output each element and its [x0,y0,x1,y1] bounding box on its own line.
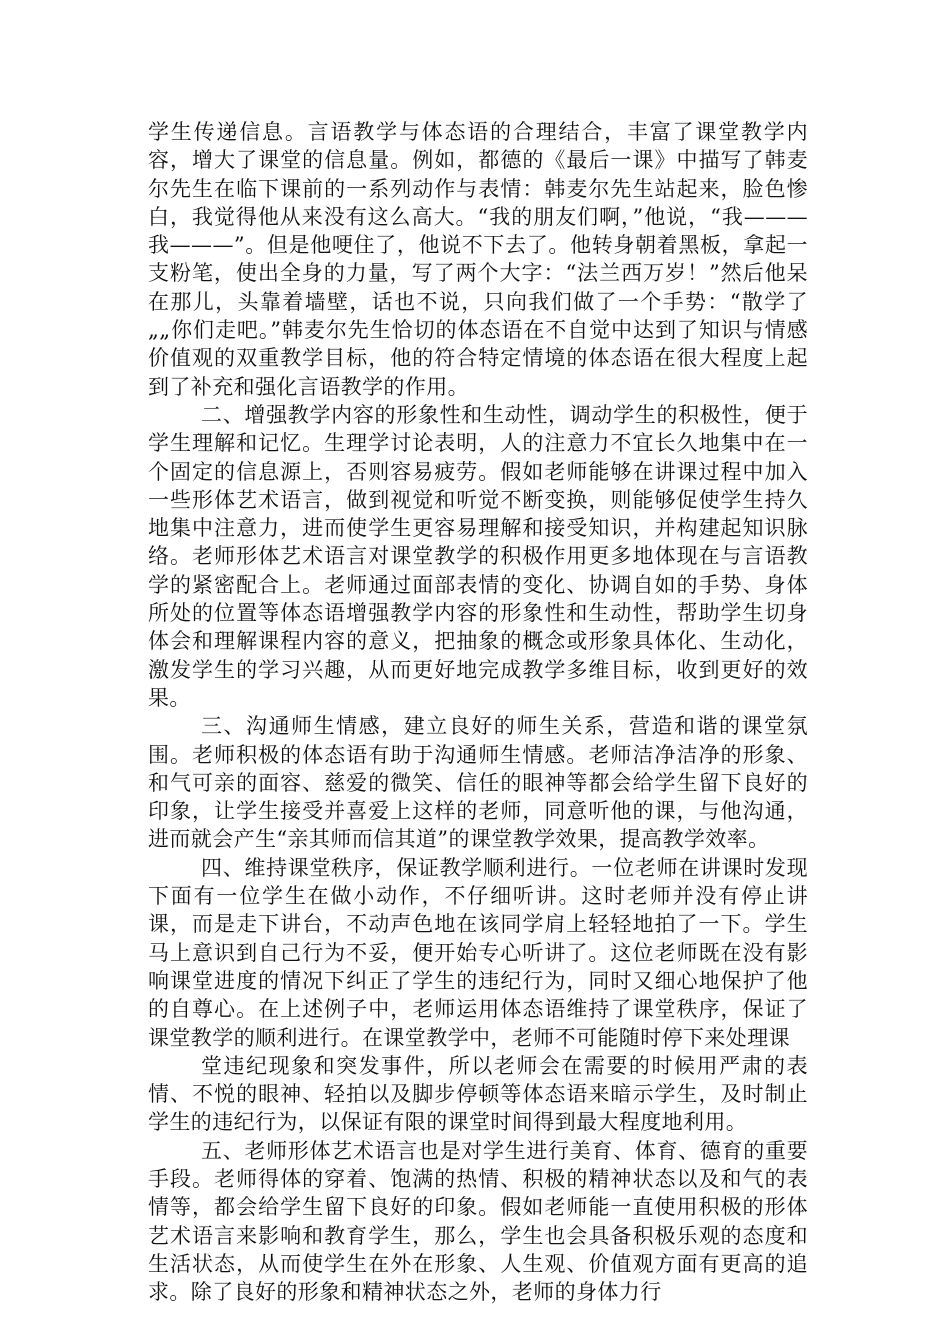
paragraph-section-four: 四、维持课堂秩序，保证教学顺利进行。一位老师在讲课时发现下面有一位学生在做小动作，不仔细听讲。这时老师并没有停止讲课，而是走下讲台，不动声色地在该同学肩上轻轻地拍了一下。学生马上意识到自己行为不妥，便开始专心听讲了。这位老师既在没有影响课堂进度的情况下纠正了学生的违纪行为，同时又细心地保护了他的自尊心。在上述例子中，老师运用体态语维持了课堂秩序，保证了课堂教学的顺利进行。在课堂教学中，老师不可能随时停下来处理课 [148,855,808,1050]
paragraph-section-three: 三、沟通师生情感，建立良好的师生关系，营造和谐的课堂氛围。老师积极的体态语有助于沟通师生情感。老师洁净洁净的形象、和气可亲的面容、慈爱的微笑、信任的眼神等都会给学生留下良好的印象，让学生接受并喜爱上这样的老师，同意听他的课，与他沟通，进而就会产生“亲其师而信其道”的课堂教学效果，提高教学效率。 [148,714,808,852]
paragraph-section-two: 二、增强教学内容的形象性和生动性，调动学生的积极性，便于学生理解和记忆。生理学讨论表明，人的注意力不宜长久地集中在一个固定的信息源上，否则容易疲劳。假如老师能够在讲课过程中加入一些形体艺术语言，做到视觉和听觉不断变换，则能够促使学生持久地集中注意力，进而使学生更容易理解和接受知识，并构建起知识脉络。老师形体艺术语言对课堂教学的积极作用更多地体现在与言语教学的紧密配合上。老师通过面部表情的变化、协调自如的手势、身体所处的位置等体态语增强教学内容的形象性和生动性，帮助学生切身体会和理解课程内容的意义，把抽象的概念或形象具体化、生动化，激发学生的学习兴趣，从而更好地完成教学多维目标，收到更好的效果。 [148,402,808,710]
document-body [148,118,808,1306]
paragraph-section-five: 五、老师形体艺术语言也是对学生进行美育、体育、德育的重要手段。老师得体的穿着、饱满的热情、积极的精神状态以及和气的表情等，都会给学生留下良好的印象。假如老师能一直使用积极的形体艺术语言来影响和教育学生，那么，学生也会具备积极乐观的态度和生活状态，从而使学生在外在形象、人生观、价值观方面有更高的追求。除了良好的形象和精神状态之外，老师的身体力行 [148,1138,808,1305]
paragraph-continuation: 学生传递信息。言语教学与体态语的合理结合，丰富了课堂教学内容，增大了课堂的信息量。例如，都德的《最后一课》中描写了韩麦尔先生在临下课前的一系列动作与表情：韩麦尔先生站起来，脸色惨白，我觉得他从来没有这么高大。“我的朋友们啊，”他说，“我———我———”。但是他哽住了，他说不下去了。他转身朝着黑板，拿起一支粉笔，使出全身的力量，写了两个大字：“法兰西万岁！”然后他呆在那儿，头靠着墙壁，话也不说，只向我们做了一个手势：“散学了„„你们走吧。”韩麦尔先生恰切的体态语在不自觉中达到了知识与情感价值观的双重教学目标，他的符合特定情境的体态语在很大程度上起到了补充和强化言语教学的作用。 [148,120,808,399]
paragraph-section-four-continued: 堂违纪现象和突发事件，所以老师会在需要的时候用严肃的表情、不悦的眼神、轻拍以及脚步停顿等体态语来暗示学生，及时制止学生的违纪行为，以保证有限的课堂时间得到最大程度地利用。 [148,1053,808,1135]
